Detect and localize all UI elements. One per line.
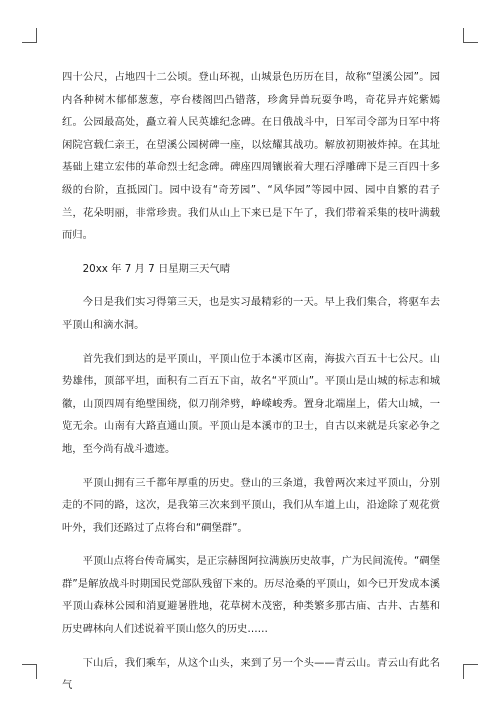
document-page: [62, 66, 440, 708]
crop-mark-top-right: [463, 28, 478, 43]
paragraph-history: 平顶山拥有三千都年厚重的历史。登山的三条道，我曾两次来过平顶山，分别走的不同的路，这次，是我第三次来到平顶山，我们从车道上山，沿途除了观花赏叶外，我们还路过了点将台和“碉堡群”。: [62, 476, 440, 534]
paragraph-legend: 平顶山点将台传奇属实，是正宗赫图阿拉满族历史故事，广为民间流传。“碉堡群”是解放战斗时期国民党部队残留下来的。历尽沧桑的平顶山，如今已开发成本溪平顶山森林公园和消夏避暑胜地，花草树木茂密，种类繁多那古庙、古井、古墓和历史碑林向人们述说着平顶山悠久的历史……: [62, 555, 440, 636]
paragraph-qingyun-mountain: 下山后，我们乘车，从这个山头，来到了另一个头——青云山。青云山有此名气: [62, 656, 440, 692]
crop-mark-bottom-left: [22, 664, 37, 679]
crop-mark-top-left: [22, 28, 37, 43]
paragraph-third-day: 今日是我们实习得第三天，也是实习最精彩的一天。早上我们集合，将驱车去平顶山和滴水洞。: [62, 296, 440, 331]
paragraph-date-heading: 20xx 年 7 月 7 日星期三天气晴: [82, 262, 231, 275]
paragraph-pingding-mountain: 首先我们到达的是平顶山，平顶山位于本溪市区南，海拔六百五十七公尺。山势雄伟，顶部平坦，面积有二百五下亩，故名“平顶山”。平顶山是山城的标志和城徽，山顶四周有绝壁围绕，似刀削斧劈，峥嵘峻秀。置身北端崖上，偌大山城，一览无余。山南有大路直通山顶。平顶山是本溪市的卫士，自古以来就是兵家必争之地，至今尚有战斗遗迹。: [62, 352, 440, 455]
crop-mark-bottom-right: [463, 664, 478, 679]
paragraph-park-description: 四十公尺，占地四十二公顷。登山环视，山城景色历历在目，故称“望溪公园”。园内各种树木郁郁葱葱，亭台楼阁凹凸错落，珍禽异兽玩耍争鸣，奇花异卉姹紫嫣红。公园最高处，矗立着人民英雄纪念碑。在日俄战斗中，日军司令部为日军中将闲院宫载仁亲王，在望溪公园树碑一座，以炫耀其战功。解放初期被炸掉。在其址基础上建立宏伟的革命烈士纪念碑。碑座四周镶嵌着大理石浮雕碑下是三百四十多级的台阶，直抵园门。园中设有“奇芳园”、“风华园”等园中园、园中自繁的君子兰，花朵明丽，非常珍贵。我们从山上下来已是下午了，我们带着采集的枝叶满载而归。: [62, 71, 440, 242]
